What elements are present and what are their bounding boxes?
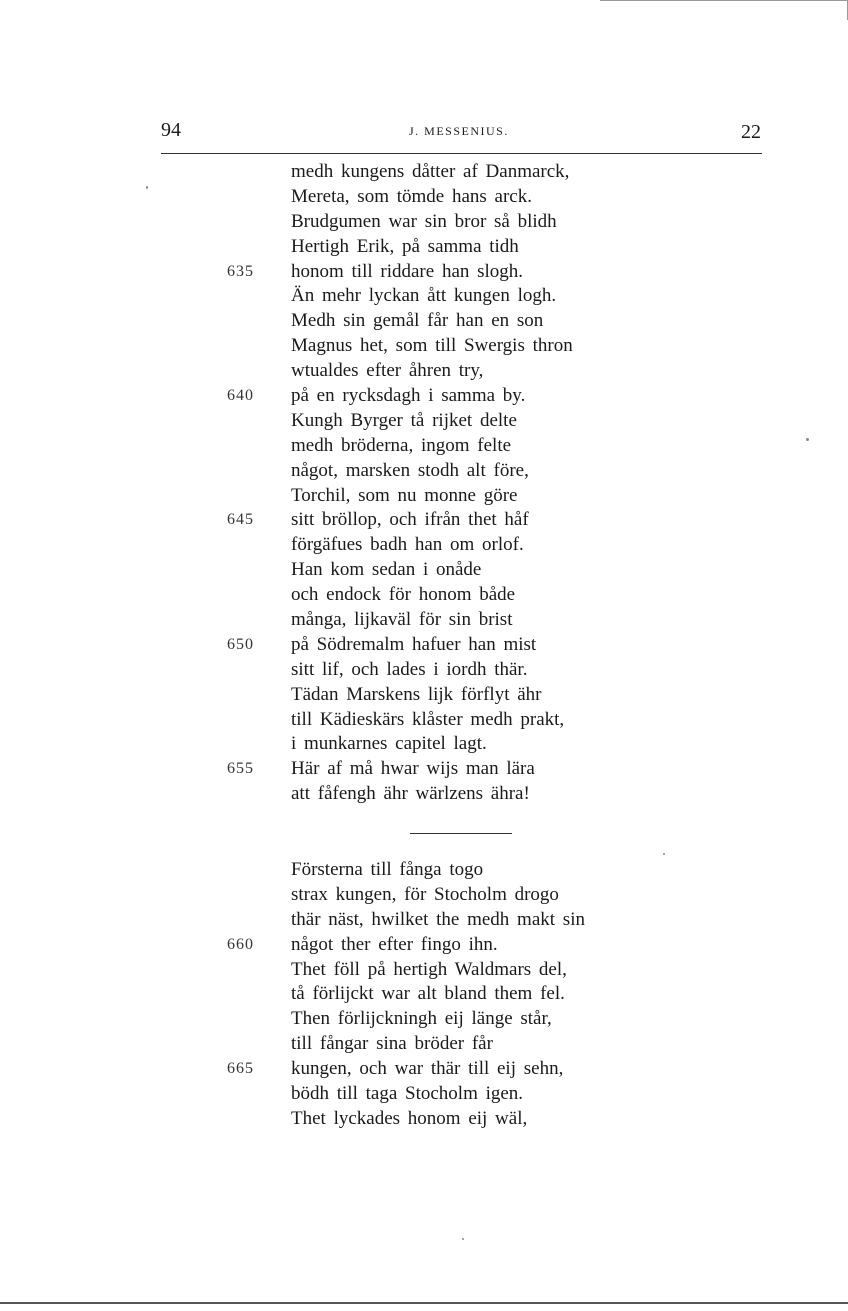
verse-line (0, 732, 848, 757)
line-text: Försterna till fånga togo (291, 859, 484, 880)
line-text: Thet lyckades honom eij wäl, (291, 1107, 528, 1129)
verse-line (0, 683, 848, 708)
verse-line (0, 484, 848, 509)
verse-line (0, 982, 848, 1007)
line-text: honom till riddare han slogh. (291, 260, 524, 282)
verse-line (0, 508, 848, 533)
line-text: kungen, och war thär till eij sehn, (291, 1058, 564, 1080)
line-number: 660 (227, 935, 254, 953)
line-text: medh kungens dåtter af Danmarck, (291, 161, 570, 182)
verse-line (0, 210, 848, 235)
line-text: Tädan Marskens lijk förflyt ähr (291, 683, 542, 705)
line-number: 655 (227, 760, 254, 778)
verse-line (0, 958, 848, 983)
verse-line (0, 933, 848, 958)
verse-line (0, 1032, 848, 1057)
verse-stanza-1 (0, 160, 848, 807)
verse-line (0, 608, 848, 633)
line-text: och endock för honom både (291, 584, 516, 606)
line-text: Han kom sedan i onåde (291, 559, 482, 581)
verse-line (0, 185, 848, 210)
verse-line (0, 1082, 848, 1107)
line-text: något, marsken stodh alt före, (291, 459, 529, 481)
verse-line (0, 583, 848, 608)
scan-speck (462, 1238, 464, 1240)
header-rule (161, 153, 762, 154)
verse-line (0, 1057, 848, 1082)
line-text: Thet föll på hertigh Waldmars del, (291, 958, 567, 980)
line-text: sitt bröllop, och ifrån thet håf (291, 509, 529, 531)
line-text: något ther efter fingo ihn. (291, 933, 498, 955)
line-number: 640 (227, 387, 254, 405)
line-text: att fåfengh ähr wärlzens ähra! (291, 783, 530, 805)
verse-line (0, 658, 848, 683)
page-number-left: 94 (161, 119, 181, 141)
line-text: strax kungen, för Stocholm drogo (291, 883, 559, 905)
verse-line (0, 1007, 848, 1032)
line-text: Torchil, som nu monne göre (291, 484, 518, 506)
line-text: medh bröderna, ingom felte (291, 434, 512, 456)
verse-stanza-2 (0, 858, 848, 1132)
verse-line (0, 858, 848, 883)
line-text: Mereta, som tömde hans arck. (291, 185, 532, 207)
line-text: på en rycksdagh i samma by. (291, 385, 526, 407)
verse-line (0, 708, 848, 733)
line-text: många, lijkaväl för sin brist (291, 609, 513, 631)
line-text: bödh till taga Stocholm igen. (291, 1083, 524, 1105)
line-number: 635 (227, 262, 254, 280)
scan-edge-rule-bottom (0, 1302, 848, 1304)
verse-line (0, 782, 848, 807)
verse-line (0, 359, 848, 384)
line-text: Kungh Byrger tå rijket delte (291, 409, 517, 431)
line-text: Hertigh Erik, på samma tidh (291, 235, 519, 257)
line-text: i munkarnes capitel lagt. (291, 733, 487, 755)
verse-line (0, 459, 848, 484)
line-text: Magnus het, som till Swergis thron (291, 335, 573, 357)
scan-edge-rule-top (600, 0, 848, 1)
verse-line (0, 284, 848, 309)
scan-speck (806, 438, 809, 441)
section-divider (410, 833, 512, 834)
line-text: Här af må hwar wijs man lära (291, 758, 535, 780)
verse-line (0, 757, 848, 782)
verse-line (0, 160, 848, 185)
line-text: sitt lif, och lades i iordh thär. (291, 658, 528, 680)
verse-line (0, 334, 848, 359)
line-text: thär näst, hwilket the medh makt sin (291, 908, 585, 930)
verse-line (0, 384, 848, 409)
verse-line (0, 1107, 848, 1132)
line-text: Then förlijckningh eij länge står, (291, 1008, 552, 1030)
line-number: 665 (227, 1060, 254, 1078)
scan-speck (663, 853, 665, 855)
verse-line (0, 883, 848, 908)
line-text: tå förlijckt war alt bland them fel. (291, 983, 565, 1005)
line-number: 650 (227, 635, 254, 653)
line-number: 645 (227, 511, 254, 529)
page-number-right: 22 (741, 121, 761, 143)
line-text: Brudgumen war sin bror så blidh (291, 210, 557, 232)
line-text: till Kädieskärs klåster medh prakt, (291, 708, 565, 730)
line-text: till fångar sina bröder får (291, 1033, 493, 1055)
verse-line (0, 235, 848, 260)
verse-line (0, 558, 848, 583)
verse-line (0, 633, 848, 658)
scan-speck (146, 186, 148, 189)
line-text: förgäfues badh han om orlof. (291, 534, 524, 556)
verse-line (0, 260, 848, 285)
line-text: på Södremalm hafuer han mist (291, 633, 537, 655)
line-text: Medh sin gemål får han en son (291, 310, 544, 332)
verse-line (0, 434, 848, 459)
verse-line (0, 908, 848, 933)
verse-line (0, 533, 848, 558)
line-text: wtualdes efter åhren try, (291, 360, 484, 382)
running-head: J. MESSENIUS. (409, 124, 509, 138)
line-text: Än mehr lyckan ått kungen logh. (291, 285, 557, 307)
verse-line (0, 409, 848, 434)
verse-line (0, 309, 848, 334)
